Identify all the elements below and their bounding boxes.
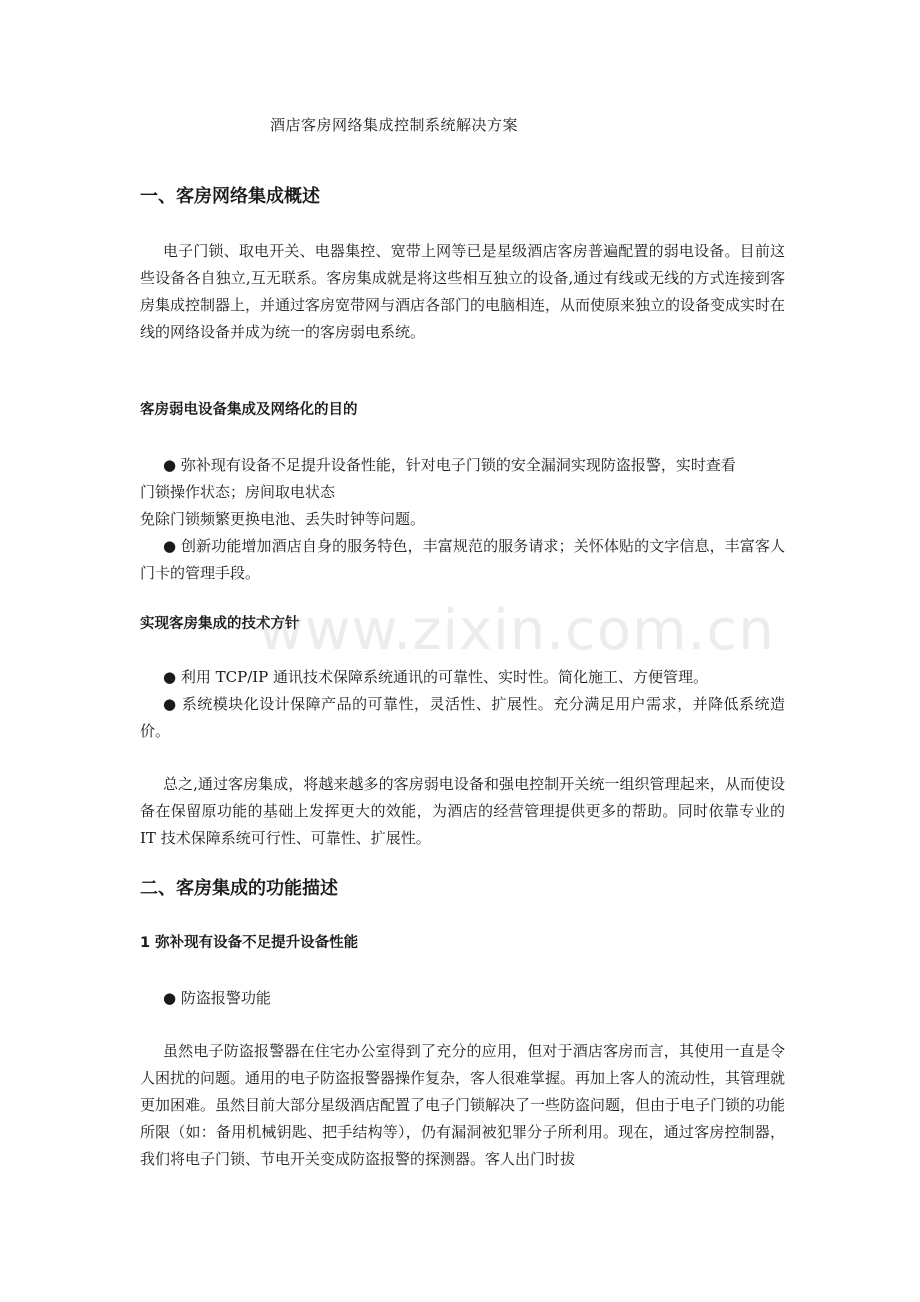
purpose-bullet-1 [140, 452, 785, 533]
section1-intro-paragraph: 电子门锁、取电开关、电器集控、宽带上网等已是星级酒店客房普遍配置的弱电设备。目前这些设备各自独立,互无联系。客房集成就是将这些相互独立的设备,通过有线或无线的方式连接到客房集成控制器上，并通过客房宽带网与酒店各部门的电脑相连，从而使原来独立的设备变成实时在线的网络设备并成为统一的客房弱电系统。 [140, 242, 786, 341]
section2-heading: 二、客房集成的功能描述 [140, 878, 338, 899]
tech-bullet-2: ● 系统模块化设计保障产品的可靠性，灵活性、扩展性。充分满足用户需求，并降低系统造价。 [140, 695, 785, 740]
purpose-bullet-1-line-2: 门锁操作状态；房间取电状态 [140, 483, 336, 501]
antitheft-bullet: ● 防盗报警功能 [163, 989, 271, 1007]
purpose-bullet-1-line-1: ● 弥补现有设备不足提升设备性能，针对电子门锁的安全漏洞实现防盗报警，实时查看 [163, 456, 736, 474]
watermark: www.zixin.com.cn [258, 598, 775, 663]
tech-heading: 实现客房集成的技术方针 [140, 616, 300, 632]
purpose-heading: 客房弱电设备集成及网络化的目的 [140, 402, 358, 418]
tech-bullet-1: ● 利用 TCP/IP 通讯技术保障系统通讯的可靠性、实时性。简化施工、方便管理。 [163, 668, 709, 686]
sub1-heading: 1 弥补现有设备不足提升设备性能 [140, 935, 359, 951]
antitheft-paragraph: 虽然电子防盗报警器在住宅办公室得到了充分的应用，但对于酒店客房而言，其使用一直是令人困扰的问题。通用的电子防盗报警器操作复杂，客人很难掌握。再加上客人的流动性，其管理就更加困难。虽然目前大部分星级酒店配置了电子门锁解决了一些防盗问题，但由于电子门锁的功能所限（如：备用机械钥匙、把手结构等），仍有漏洞被犯罪分子所利用。现在，通过客房控制器，我们将电子门锁、节电开关变成防盗报警的探测器。客人出门时拔 [140, 1042, 786, 1168]
purpose-bullet-2: ● 创新功能增加酒店自身的服务特色，丰富规范的服务请求；关怀体贴的文字信息，丰富客人门卡的管理手段。 [140, 537, 785, 582]
summary-paragraph: 总之,通过客房集成，将越来越多的客房弱电设备和强电控制开关统一组织管理起来，从而使设备在保留原功能的基础上发挥更大的效能，为酒店的经营管理提供更多的帮助。同时依靠专业的 IT 技术保障系统可行性、可靠性、扩展性。 [140, 775, 785, 847]
document-title: 酒店客房网络集成控制系统解决方案 [270, 116, 519, 134]
purpose-bullet-1-line-3: 免除门锁频繁更换电池、丢失时钟等问题。 [140, 510, 426, 528]
section1-heading: 一、客房网络集成概述 [140, 186, 320, 207]
